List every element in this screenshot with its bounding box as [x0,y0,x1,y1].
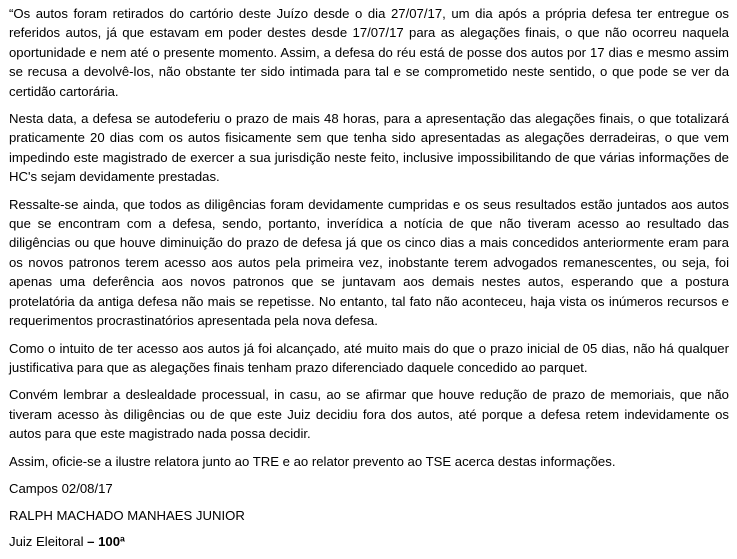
paragraph-1: “Os autos foram retirados do cartório deste Juízo desde o dia 27/07/17, um dia após a própria defesa ter entregue os referidos autos, já que estavam em poder destes desde 17/07/17 para as alegações finais, o que não ocorreu naquela oportunidade e nem até o presente momento. Assim, a defesa do réu está de posse dos autos por 17 dias e mesmo assim se recusa a devolvê-los, não obstante ter sido intimada para tal e se comprometido neste sentido, o que pode se ver da certidão cartorária. [9,6,729,99]
place-date: Campos 02/08/17 [9,480,113,496]
signatory-name: RALPH MACHADO MANHAES JUNIOR [9,508,245,524]
signatory-role [9,532,729,551]
paragraph-4: Como o intuito de ter acesso aos autos já foi alcançado, até muito mais do que o prazo inicial de 05 dias, não há qualquer justificativa para que as alegações finais tenham prazo diferenciado daquele concedido ao parquet. [9,340,729,375]
paragraph-6: Assim, oficie-se a ilustre relatora junto ao TRE e ao relator prevento ao TSE acerca destas informações. [9,453,616,469]
document-body [9,4,729,559]
paragraph-5: Convém lembrar a deslealdade processual, in casu, ao se afirmar que houve redução de prazo de memoriais, que não tiveram acesso às diligências ou de que este Juiz decidiu fora dos autos, até porque a defesa retem indevidamente os autos para que este magistrado nada possa decidir. [9,387,729,442]
role-prefix: Juiz Eleitoral [9,533,88,549]
role-suffix: – 100ª [87,533,125,549]
paragraph-2: Nesta data, a defesa se autodeferiu o prazo de mais 48 horas, para a apresentação das alegações finais, o que totalizará praticamente 20 dias com os autos fisicamente sem que tenha sido apresentadas as alegações derradeiras, o que vem impedindo este magistrado de exercer a sua jurisdição neste feito, inclusive impossibilitando de que várias informações de HC's sejam devidamente prestadas. [9,111,729,185]
paragraph-3: Ressalte-se ainda, que todos as diligências foram devidamente cumpridas e os seus resultados estão juntados aos autos que se encontram com a defesa, sendo, portanto, inverídica a notícia de que não tiveram acesso ao resultado das diligências ou que houve diminuição do prazo de defesa já que os cinco dias a mais concedidos anteriormente eram para os novos patronos terem acesso aos autos pela primeira vez, inobstante terem advogados remanescentes, ou seja, foi apenas uma deferência aos novos patronos que se juntavam aos demais nestes autos, esperando que a postura protelatória da antiga defesa não mais se repetisse. No entanto, tal fato não aconteceu, haja vista os inúmeros recursos e requerimentos procrastinatórios apresentada pela nova defesa. [9,196,729,329]
